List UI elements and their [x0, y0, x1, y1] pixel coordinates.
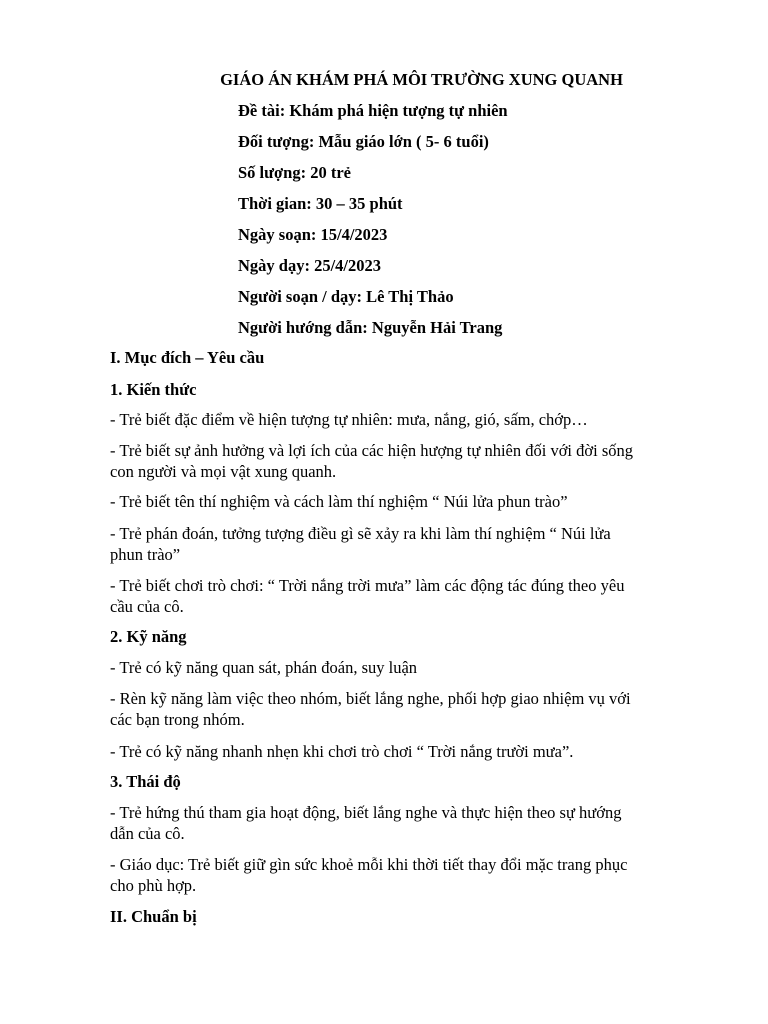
knowledge-item-cont: phun trào” — [110, 545, 181, 564]
knowledge-item: - Trẻ phán đoán, tưởng tượng điều gì sẽ xảy ra khi làm thí nghiệm “ Núi lửa — [110, 524, 611, 543]
subheading-skills: 2. Kỹ năng — [110, 627, 187, 646]
skills-item-cont: các bạn trong nhóm. — [110, 710, 245, 729]
meta-topic: Đề tài: Khám phá hiện tượng tự nhiên — [238, 101, 508, 120]
skills-item: - Rèn kỹ năng làm việc theo nhóm, biết lắng nghe, phối hợp giao nhiệm vụ với — [110, 689, 631, 708]
meta-advisor: Người hướng dẫn: Nguyễn Hải Trang — [238, 318, 503, 337]
knowledge-item: - Trẻ biết tên thí nghiệm và cách làm thí nghiệm “ Núi lửa phun trào” — [110, 492, 568, 511]
knowledge-item-cont: cầu của cô. — [110, 597, 184, 616]
knowledge-item: - Trẻ biết sự ảnh hưởng và lợi ích của các hiện hượng tự nhiên đối với đời sống — [110, 441, 633, 460]
section-heading-preparation: II. Chuẩn bị — [110, 907, 197, 926]
section-heading-purpose: I. Mục đích – Yêu cầu — [110, 348, 265, 367]
attitude-item-cont: dẫn của cô. — [110, 824, 185, 843]
subheading-knowledge: 1. Kiến thức — [110, 380, 197, 399]
meta-audience: Đối tượng: Mẫu giáo lớn ( 5- 6 tuổi) — [238, 132, 489, 151]
meta-quantity: Số lượng: 20 trẻ — [238, 163, 351, 182]
meta-author: Người soạn / dạy: Lê Thị Thảo — [238, 287, 454, 306]
skills-item: - Trẻ có kỹ năng quan sát, phán đoán, suy luận — [110, 658, 418, 677]
subheading-attitude: 3. Thái độ — [110, 772, 181, 791]
meta-duration: Thời gian: 30 – 35 phút — [238, 194, 403, 213]
knowledge-item-cont: con người và mọi vật xung quanh. — [110, 462, 337, 481]
knowledge-item: - Trẻ biết chơi trò chơi: “ Trời nắng trời mưa” làm các động tác đúng theo yêu — [110, 576, 625, 595]
meta-teaching-date: Ngày dạy: 25/4/2023 — [238, 256, 382, 275]
attitude-item-cont: cho phù hợp. — [110, 876, 197, 895]
attitude-item: - Trẻ hứng thú tham gia hoạt động, biết lắng nghe và thực hiện theo sự hướng — [110, 803, 622, 822]
knowledge-item: - Trẻ biết đặc điểm về hiện tượng tự nhiên: mưa, nắng, gió, sấm, chớp… — [110, 410, 588, 429]
skills-item: - Trẻ có kỹ năng nhanh nhẹn khi chơi trò chơi “ Trời nắng trười mưa”. — [110, 742, 574, 761]
meta-prepared-date: Ngày soạn: 15/4/2023 — [238, 225, 388, 244]
document-title: GIÁO ÁN KHÁM PHÁ MÔI TRƯỜNG XUNG QUANH — [220, 70, 623, 89]
attitude-item: - Giáo dục: Trẻ biết giữ gìn sức khoẻ mỗi khi thời tiết thay đổi mặc trang phục — [110, 855, 628, 874]
